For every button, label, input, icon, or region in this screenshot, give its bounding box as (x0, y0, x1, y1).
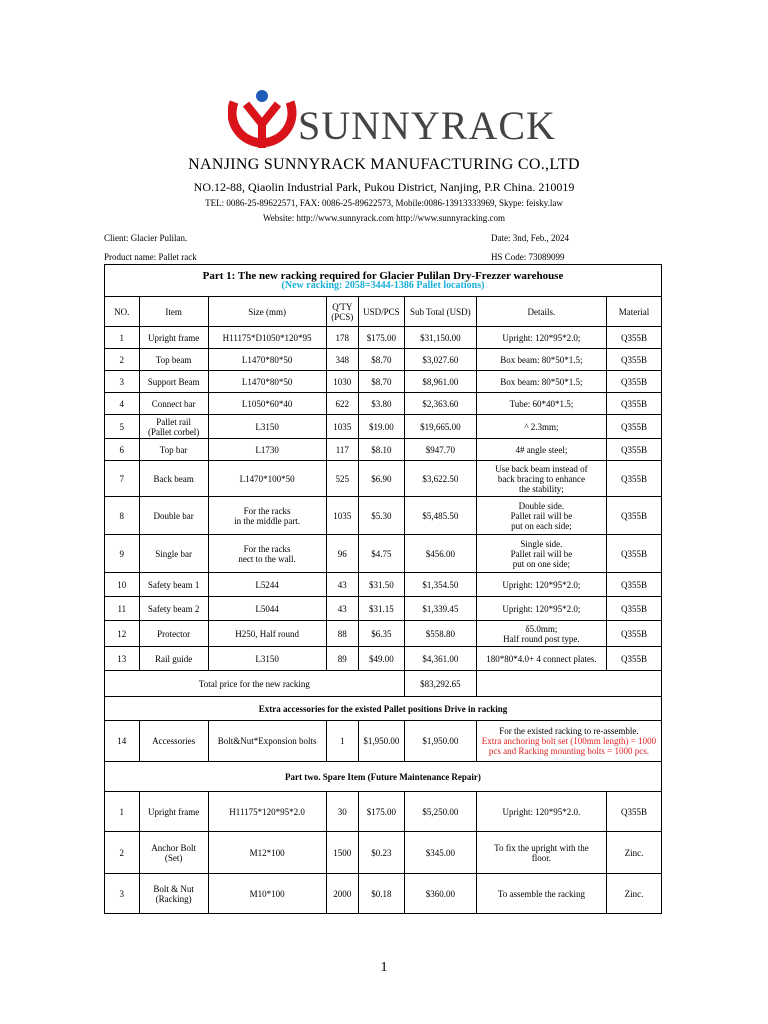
cell-size: L1470*100*50 (208, 461, 326, 497)
cell-no: 10 (105, 573, 140, 597)
cell-details: Single side. Pallet rail will be put on one side; (476, 535, 606, 573)
table-header-row (105, 297, 662, 327)
cell-no: 13 (105, 647, 140, 671)
cell-details: Upright: 120*95*2.0; (476, 597, 606, 621)
cell-details: Upright: 120*95*2.0; (476, 327, 606, 349)
cell-qty: 117 (326, 439, 359, 461)
cell-material: Q355B (606, 535, 661, 573)
company-address: NO.12-88, Qiaolin Industrial Park, Pukou District, Nanjing, P.R China. 210019 (193, 180, 575, 194)
cell-material: Q355B (606, 439, 661, 461)
cell-no: 14 (105, 721, 140, 762)
cell-details: δ5.0mm; Half round post type. (476, 621, 606, 647)
cell-details: Upright: 120*95*2.0. (476, 792, 606, 832)
cell-subtotal: $947.70 (404, 439, 476, 461)
cell-size: L5044 (208, 597, 326, 621)
cell-subtotal: $3,622.50 (404, 461, 476, 497)
cell-qty: 89 (326, 647, 359, 671)
cell-usd: $1,950.00 (359, 721, 405, 762)
cell-material: Zinc. (606, 832, 661, 874)
cell-qty: 178 (326, 327, 359, 349)
details-note-red: Extra anchoring bolt set (100mm length) = 1000 pcs and Racking mounting bolts = 1000 pcs. (481, 736, 657, 756)
cell-subtotal: $5,250.00 (404, 792, 476, 832)
cell-material: Q355B (606, 393, 661, 415)
cell-item: Single bar (139, 535, 208, 573)
cell-material: Q355B (606, 415, 661, 439)
cell-size: For the racks in the middle part. (208, 497, 326, 535)
cell-material: Zinc. (606, 874, 661, 914)
cell-item: Safety beam 1 (139, 573, 208, 597)
cell-details: Double side. Pallet rail will be put on each side; (476, 497, 606, 535)
cell-no: 8 (105, 497, 140, 535)
extra-title-row (105, 697, 662, 721)
spare-title-row (105, 762, 662, 792)
cell-material: Q355B (606, 461, 661, 497)
cell-qty: 1035 (326, 415, 359, 439)
cell-subtotal: $8,961.00 (404, 371, 476, 393)
cell-material: Q355B (606, 792, 661, 832)
header-usd: USD/PCS (359, 297, 405, 327)
table-row (105, 874, 662, 914)
cell-item: Top bar (139, 439, 208, 461)
cell-usd: $0.18 (359, 874, 405, 914)
cell-usd: $175.00 (359, 792, 405, 832)
cell-material: Q355B (606, 647, 661, 671)
cell-no: 2 (105, 349, 140, 371)
cell-no: 3 (105, 874, 140, 914)
cell-qty: 2000 (326, 874, 359, 914)
extra-title: Extra accessories for the existed Pallet positions Drive in racking (105, 697, 662, 721)
cell-subtotal: $5,485.50 (404, 497, 476, 535)
cell-qty: 30 (326, 792, 359, 832)
cell-item: Anchor Bolt (Set) (139, 832, 208, 874)
cell-subtotal: $1,339.45 (404, 597, 476, 621)
cell-size: Bolt&Nut*Exponsion bolts (208, 721, 326, 762)
table-row (105, 497, 662, 535)
cell-details: Upright: 120*95*2.0; (476, 573, 606, 597)
table-row (105, 393, 662, 415)
cell-usd: $3.80 (359, 393, 405, 415)
cell-no: 1 (105, 792, 140, 832)
cell-details: Use back beam instead of back bracing to enhance the stability; (476, 461, 606, 497)
cell-item: Upright frame (139, 327, 208, 349)
cell-qty: 348 (326, 349, 359, 371)
cell-subtotal: $1,354.50 (404, 573, 476, 597)
header-no: NO. (105, 297, 140, 327)
cell-qty: 43 (326, 573, 359, 597)
header-item: Item (139, 297, 208, 327)
cell-details: 4# angle steel; (476, 439, 606, 461)
cell-subtotal: $2,363.60 (404, 393, 476, 415)
cell-qty: 88 (326, 621, 359, 647)
quotation-table (104, 264, 662, 914)
cell-item: Back beam (139, 461, 208, 497)
cell-subtotal: $19,665.00 (404, 415, 476, 439)
cell-usd: $5.30 (359, 497, 405, 535)
cell-item: Rail guide (139, 647, 208, 671)
cell-usd: $8.70 (359, 371, 405, 393)
cell-size: L3150 (208, 647, 326, 671)
cell-size: L1730 (208, 439, 326, 461)
cell-item: Bolt & Nut (Racking) (139, 874, 208, 914)
table-title: Part 1: The new racking required for Glacier Pulilan Dry-Frezzer warehouse (202, 269, 564, 282)
cell-material: Q355B (606, 573, 661, 597)
cell-item: Safety beam 2 (139, 597, 208, 621)
header-details: Details. (476, 297, 606, 327)
table-row (105, 349, 662, 371)
cell-qty: 525 (326, 461, 359, 497)
table-row (105, 327, 662, 349)
cell-usd: $6.35 (359, 621, 405, 647)
cell-item: Double bar (139, 497, 208, 535)
table-row (105, 647, 662, 671)
table-subtitle: (New racking: 2058=3444-1386 Pallet locations) (281, 279, 485, 291)
cell-usd: $31.50 (359, 573, 405, 597)
company-contact: TEL: 0086-25-89622571, FAX: 0086-25-89622573, Mobile:0086-13913333969, Skype: feisky.law (205, 198, 563, 208)
cell-size: L3150 (208, 415, 326, 439)
cell-usd: $4.75 (359, 535, 405, 573)
cell-qty: 1500 (326, 832, 359, 874)
client-name: Client: Glacier Pulilan. (104, 233, 188, 243)
cell-subtotal: $31,150.00 (404, 327, 476, 349)
cell-usd: $49.00 (359, 647, 405, 671)
cell-material: Q355B (606, 327, 661, 349)
cell-size: L1470*80*50 (208, 371, 326, 393)
cell-usd: $175.00 (359, 327, 405, 349)
header-qty: Q'TY (PCS) (326, 297, 359, 327)
table-row (105, 439, 662, 461)
cell-subtotal: $3,027.60 (404, 349, 476, 371)
cell-no: 11 (105, 597, 140, 621)
cell-subtotal: $360.00 (404, 874, 476, 914)
table-row (105, 535, 662, 573)
cell-material: Q355B (606, 349, 661, 371)
cell-usd: $19.00 (359, 415, 405, 439)
cell-item: Upright frame (139, 792, 208, 832)
cell-details: To fix the upright with the floor. (476, 832, 606, 874)
table-row (105, 621, 662, 647)
total-value: $83,292.65 (404, 671, 476, 697)
cell-size: L1470*80*50 (208, 349, 326, 371)
cell-details (476, 721, 661, 762)
total-label: Total price for the new racking (105, 671, 405, 697)
cell-size: H11175*D1050*120*95 (208, 327, 326, 349)
cell-subtotal: $4,361.00 (404, 647, 476, 671)
cell-subtotal: $558.80 (404, 621, 476, 647)
logo-y (246, 104, 278, 124)
table-row (105, 461, 662, 497)
header-size: Size (mm) (208, 297, 326, 327)
table-row (105, 597, 662, 621)
cell-qty: 1035 (326, 497, 359, 535)
table-row (105, 415, 662, 439)
cell-details: 180*80*4.0+ 4 connect plates. (476, 647, 606, 671)
cell-material: Q355B (606, 621, 661, 647)
cell-qty: 96 (326, 535, 359, 573)
cell-no: 3 (105, 371, 140, 393)
header-material: Material (606, 297, 661, 327)
cell-qty: 1030 (326, 371, 359, 393)
cell-item: Pallet rail (Pallet corbel) (139, 415, 208, 439)
cell-size: H250, Half round (208, 621, 326, 647)
cell-item: Support Beam (139, 371, 208, 393)
cell-subtotal: $345.00 (404, 832, 476, 874)
cell-no: 7 (105, 461, 140, 497)
cell-size: M10*100 (208, 874, 326, 914)
cell-item: Top beam (139, 349, 208, 371)
cell-no: 6 (105, 439, 140, 461)
company-website: Website: http://www.sunnyrack.com http://www.sunnyracking.com (262, 213, 506, 223)
cell-details: ^ 2.3mm; (476, 415, 606, 439)
cell-usd: $8.70 (359, 349, 405, 371)
cell-material: Q355B (606, 371, 661, 393)
cell-material: Q355B (606, 597, 661, 621)
cell-qty: 43 (326, 597, 359, 621)
cell-qty: 1 (326, 721, 359, 762)
main-rows (105, 327, 662, 671)
table-title-row (105, 265, 662, 297)
cell-details: To assemble the racking (476, 874, 606, 914)
cell-item: Accessories (139, 721, 208, 762)
cell-size: L5244 (208, 573, 326, 597)
page-number: 1 (380, 960, 388, 975)
cell-usd: $8.10 (359, 439, 405, 461)
cell-subtotal: $1,950.00 (404, 721, 476, 762)
cell-size: For the racks nect to the wall. (208, 535, 326, 573)
details-note: For the existed racking to re-assemble. (499, 726, 639, 736)
cell-usd: $31.15 (359, 597, 405, 621)
cell-usd: $0.23 (359, 832, 405, 874)
cell-item: Protector (139, 621, 208, 647)
header-subtotal: Sub Total (USD) (404, 297, 476, 327)
cell-details: Box beam: 80*50*1.5; (476, 371, 606, 393)
company-name: NANJING SUNNYRACK MANUFACTURING CO.,LTD (188, 156, 580, 173)
cell-no: 9 (105, 535, 140, 573)
cell-details: Tube: 60*40*1.5; (476, 393, 606, 415)
cell-qty: 622 (326, 393, 359, 415)
cell-details: Box beam: 80*50*1.5; (476, 349, 606, 371)
cell-no: 4 (105, 393, 140, 415)
cell-no: 2 (105, 832, 140, 874)
logo-text: SUNNYRACK (298, 103, 556, 148)
total-row (105, 671, 662, 697)
table-row (105, 573, 662, 597)
table-row (105, 792, 662, 832)
table-row (105, 371, 662, 393)
table-row (105, 832, 662, 874)
logo-globe (256, 90, 268, 102)
cell-size: M12*100 (208, 832, 326, 874)
cell-no: 5 (105, 415, 140, 439)
product-name: Product name: Pallet rack (104, 252, 197, 262)
cell-item: Connect bar (139, 393, 208, 415)
extra-row (105, 721, 662, 762)
cell-no: 1 (105, 327, 140, 349)
cell-usd: $6.90 (359, 461, 405, 497)
spare-title: Part two. Spare Item (Future Maintenance Repair) (105, 762, 662, 792)
quote-date: Date: 3nd, Feb., 2024 (491, 233, 569, 243)
cell-size: L1050*60*40 (208, 393, 326, 415)
cell-size: H11175*120*95*2.0 (208, 792, 326, 832)
cell-material: Q355B (606, 497, 661, 535)
cell-no: 12 (105, 621, 140, 647)
hs-code: HS Code: 73089099 (491, 252, 565, 262)
cell-subtotal: $456.00 (404, 535, 476, 573)
spare-rows (105, 792, 662, 914)
